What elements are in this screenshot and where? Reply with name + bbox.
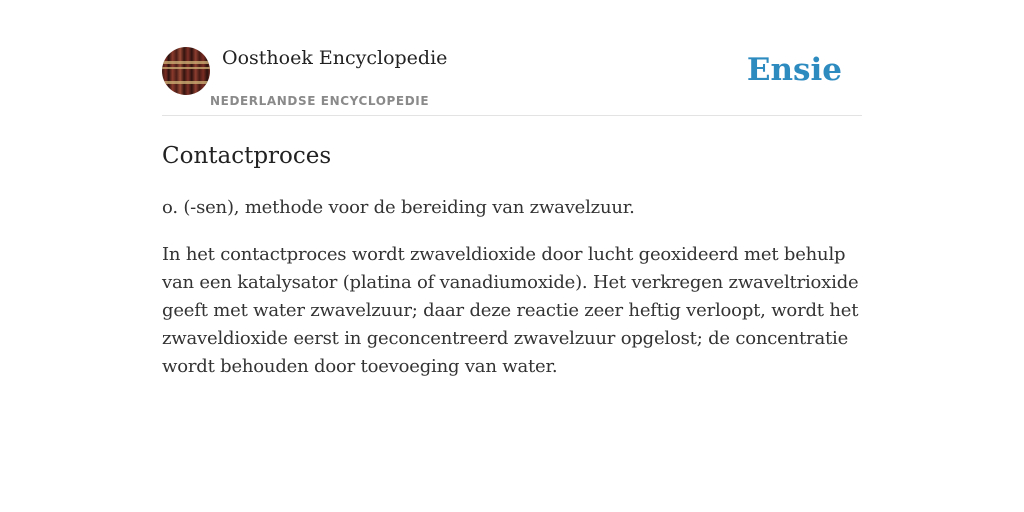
- entry-title: Contactproces: [162, 143, 332, 169]
- entry-definition: o. (-sen), methode voor de bereiding van zwavelzuur.: [162, 197, 635, 218]
- encyclopedia-avatar-icon[interactable]: [162, 47, 210, 95]
- book-spine-band: [162, 61, 210, 64]
- site-subtitle: NEDERLANDSE ENCYCLOPEDIE: [210, 94, 430, 108]
- book-spine-band: [162, 67, 210, 69]
- ensie-logo[interactable]: Ensie: [746, 52, 842, 88]
- site-title-link[interactable]: Oosthoek Encyclopedie: [222, 47, 448, 69]
- book-spine-band: [162, 81, 210, 84]
- page-container: [162, 46, 862, 381]
- entry-body: In het contactproces wordt zwaveldioxide door lucht geoxideerd met behulp van een katalysator (platina of vanadiumoxide). Het verkregen zwaveltrioxide geeft met water zwavelzuur; daar deze reactie zeer heftig verloopt, wordt het zwaveldioxide eerst in geconcentreerd zwavelzuur opgelost; de concentratie wordt behouden door toevoeging van water.: [162, 244, 859, 377]
- header: [162, 46, 862, 116]
